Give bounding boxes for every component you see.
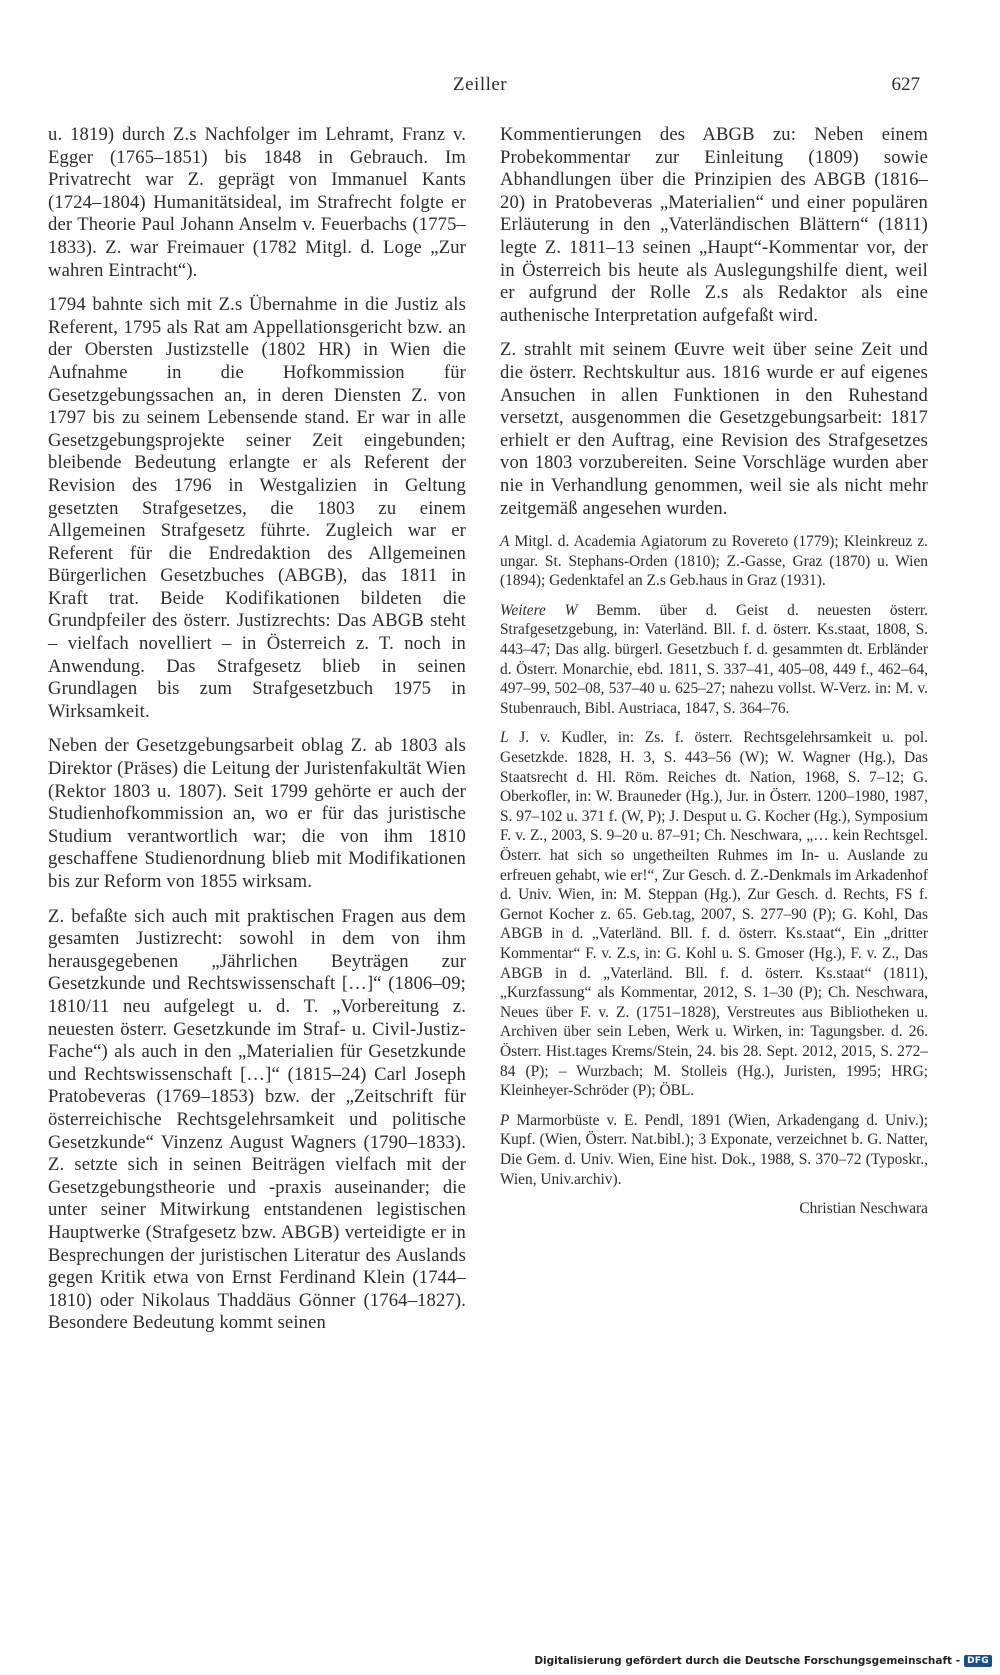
page-header [48,74,920,104]
literature-section [500,728,928,1100]
body-paragraph: 1794 bahnte sich mit Z.s Übernahme in die Justiz als Referent, 1795 als Rat am Appellationsgericht bzw. an der Obersten Justizstelle (1802 HR) in Wien die Aufnahme in die Hofkommission für Gesetzgebungssachen an, in deren Diensten Z. von 1797 bis zu seinem Lebensende stand. Er war in alle Gesetzgebungsprojekte seiner Zeit eingebunden; bleibende Bedeutung erlangte er als Referent der Revision des 1796 in Westgalizien in Geltung gesetzten Strafgesetzes, die 1803 zu einem Allgemeinen Strafgesetz führte. Zugleich war er Referent für die Endredaktion des Allgemeinen Bürgerlichen Gesetzbuches (ABGB), das 1811 in Kraft trat. Beide Kodifikationen bildeten die Grundpfeiler des österr. Justizrechts: Das ABGB steht – vielfach novelliert – in Österreich z. T. noch in Anwendung. Das Strafgesetz blieb in seinen Grundlagen bis zum Strafgesetzbuch 1975 in Wirksamkeit. [48,294,466,722]
body-paragraph: Z. strahlt mit seinem Œuvre weit über seine Zeit und die österr. Rechtskultur aus. 1816 wurde er auf eigenes Ansuchen in allen Funktionen in den Ruhestand versetzt, ausgenommen die Gesetzgebungsarbeit: 1817 erhielt er den Auftrag, eine Revision des Strafgesetzes von 1803 vorzubereiten. Seine Vorschläge wurden aber nie in Verhandlung genommen, weil sie als nicht mehr zeitgemäß angesehen wurden. [500,339,928,519]
portraits-text: Marmorbüste v. E. Pendl, 1891 (Wien, Arkadengang d. Univ.); Kupf. (Wien, Österr. Nat.bibl.); 3 Exponate, verzeichnet b. G. Natter, Die Gem. d. Univ. Wien, Eine hist. Dok., 1988, S. 370–72 (Typoskr., Wien, Univ.archiv). [500,1111,928,1188]
awards-text: Mitgl. d. Academia Agiatorum zu Rovereto (1779); Kleinkreuz z. ungar. St. Stephans-Orden (1810); Z.-Gasse, Graz (1870) u. Wien (1894); Gedenktafel an Z.s Geb.haus in Graz (1931). [500,533,928,590]
works-section [500,601,928,719]
right-column [500,124,928,1219]
body-paragraph: u. 1819) durch Z.s Nachfolger im Lehramt, Franz v. Egger (1765–1851) bis 1848 in Gebrauch. Im Privatrecht war Z. geprägt von Immanuel Kants (1724–1804) Humanitätsideal, im Strafrecht folgte er der Theorie Paul Johann Anselm v. Feuerbachs (1775–1833). Z. war Freimauer (1782 Mitgl. d. Loge „Zur wahren Eintracht“). [48,124,466,281]
works-text: Bemm. über d. Geist d. neuesten österr. Strafgesetzgebung, in: Vaterländ. Bll. f. d. österr. Ks.staat, 1808, S. 443–47; Das allg. bürgerl. Gesetzbuch f. d. gesammten dt. Erbländer d. Österr. Monarchie, ebd. 1811, S. 337–41, 405–08, 449 f., 462–64, 497–99, 502–08, 537–40 u. 625–27; nahezu vollst. W-Verz. in: M. v. Stubenrauch, Bibl. Austriaca, 1847, S. 364–76. [500,601,928,717]
left-column [48,124,466,1347]
portraits-label: P [500,1111,510,1129]
literature-label: L [500,729,509,747]
funding-text: Digitalisierung gefördert durch die Deutsche Forschungsgemeinschaft - [534,1655,961,1667]
awards-section [500,532,928,591]
literature-text: J. v. Kudler, in: Zs. f. österr. Rechtsgelehrsamkeit u. pol. Gesetzkde. 1828, H. 3, S. 443–56 (W); W. Wagner (Hg.), Das Staatsrecht d. Hl. Röm. Reiches dt. Nation, 1968, S. 7–12; G. Oberkofler, in: W. Brauneder (Hg.), Jur. in Österr. 1200–1980, 1987, S. 97–102 u. 371 f. (W, P); J. Desput u. G. Kocher (Hg.), Symposium F. v. Z., 2003, S. 9–20 u. 87–91; Ch. Neschwara, „… kein Rechtsgel. Österr. hat sich so ungetheilten Ruhmes im In- u. Auslande zu erfreuen gehabt, wie er!“, Zur Gesch. d. Z.-Denkmals im Arkadenhof d. Univ. Wien, in: M. Steppan (Hg.), Zur Gesch. d. Rechts, FS f. Gernot Kocher z. 65. Geb.tag, 2007, S. 277–90 (P); G. Kohl, Das ABGB in d. „Vaterländ. Bll. f. d. österr. Ks.staat“, Ein „dritter Kommentar“ F. v. Z.s, in: G. Kohl u. S. Gmoser (Hg.), F. v. Z., Das ABGB in d. „Vaterländ. Bll. f. d. österr. Ks.staat“ (1811), „Kurzfassung“ als Kommentar, 2012, S. 1–30 (P); Ch. Neschwara, Neues über F. v. Z. (1751–1828), Verstreutes aus Bibliotheken u. Archiven über sein Leben, Werk u. Wirken, in: Tagungsber. d. 26. Österr. Hist.tages Krems/Stein, 24. bis 28. Sept. 2012, 2015, S. 272–84 (P); – Wurzbach; M. Stolleis (Hg.), Juristen, 1995; HRG; Kleinheyer-Schröder (P); ÖBL. [500,729,928,1100]
body-paragraph: Neben der Gesetzgebungsarbeit oblag Z. ab 1803 als Direktor (Präses) die Leitung der Juristenfakultät Wien (Rektor 1803 u. 1807). Seit 1799 gehörte er auch der Studienhofkommission an, wo er für das juristische Studium verantwortlich war; die von ihm 1810 geschaffene Studienordnung blieb mit Modifikationen bis zur Reform von 1855 wirksam. [48,735,466,892]
awards-label: A [500,533,510,551]
author-signature: Christian Neschwara [799,1200,928,1218]
page-number: 627 [891,74,920,95]
footer-funding-note [534,1655,992,1667]
running-head: Zeiller [453,74,508,95]
body-paragraph: Z. befaßte sich auch mit praktischen Fragen aus dem gesamten Justizrecht: sowohl in dem von ihm herausgegebenen „Jährlichen Beyträgen zur Gesetzkunde und Rechtswissenschaft […]“ (1806–09; 1810/11 neu aufgelegt u. d. T. „Vorbereitung z. neuesten österr. Gesetzkunde im Straf- u. Civil-Justiz-Fache“) als auch in den „Materialien für Gesetzkunde und Rechtswissenschaft […]“ (1815–24) Carl Joseph Pratobeveras (1769–1853) bzw. der „Zeitschrift für österreichische Rechtsgelehrsamkeit und politische Gesetzkunde“ Vinzenz August Wagners (1790–1833). Z. setzte sich in seinen Beiträgen vielfach mit der Gesetzgebungstheorie und -praxis auseinander; die unter seiner Mitwirkung entstandenen legistischen Hauptwerke (Strafgesetz bzw. ABGB) verteidigte er in Besprechungen der juristischen Literatur des Auslands gegen Kritik etwa von Ernst Ferdinand Klein (1744–1810) oder Nikolaus Thaddäus Gönner (1764–1827). Besondere Bedeutung kommt seinen [48,905,466,1334]
works-label: Weitere W [500,601,578,619]
body-paragraph: Kommentierungen des ABGB zu: Neben einem Probekommentar zur Einleitung (1809) sowie Abhandlungen über die Prinzipien des ABGB (1816–20) in Pratobeveras „Materialien“ und einer populären Erläuterung in den „Vaterländischen Blättern“ (1811) legte Z. 1811–13 seinen „Haupt“-Kommentar vor, der in Österreich bis heute als Auslegungshilfe dient, weil er aufgrund der Rolle Z.s als Redaktor als eine authenische Interpretation aufgefaßt wird. [500,124,928,326]
dfg-logo: DFG [964,1655,992,1667]
portraits-section [500,1111,928,1189]
